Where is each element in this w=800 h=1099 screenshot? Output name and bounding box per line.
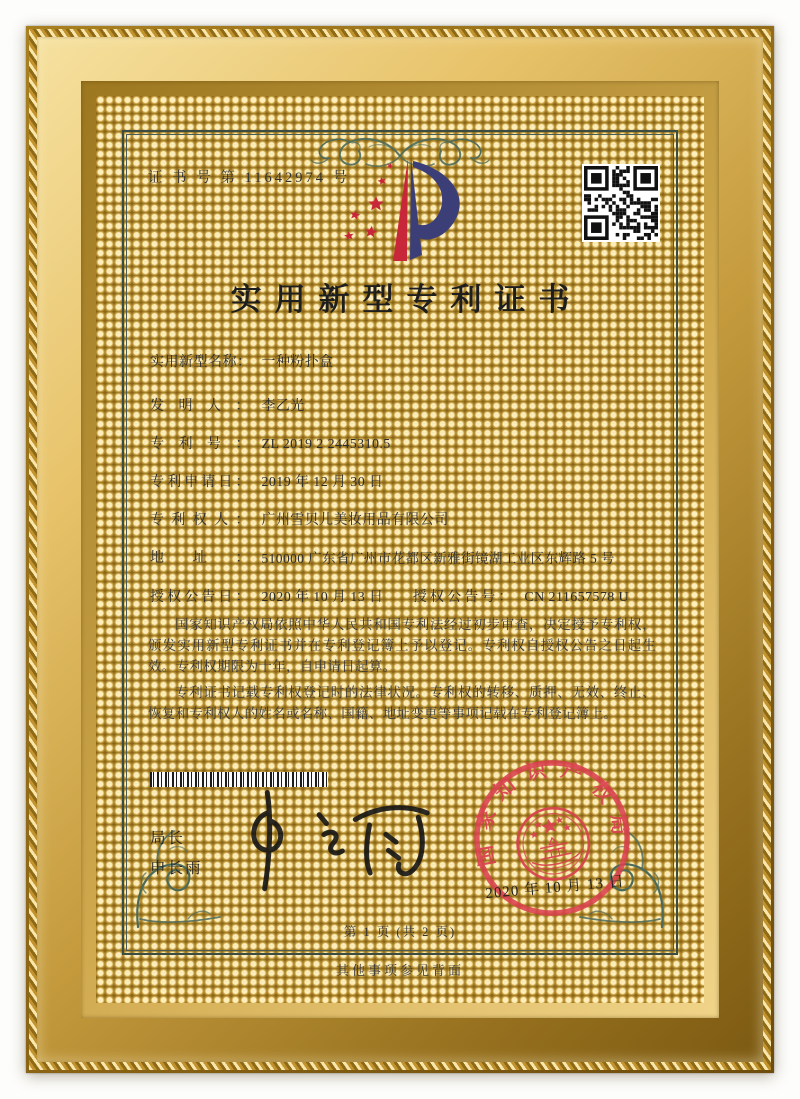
field-row [150, 396, 658, 417]
field-row [150, 434, 658, 455]
field-value: CN 211657578 U [524, 590, 630, 605]
field-label: 授权公告日： [150, 590, 250, 605]
field-row [150, 510, 658, 531]
page-indicator: 第 1 页 (共 2 页) [343, 925, 457, 939]
field-value: ZL 2019 2 2445310.5 [261, 437, 391, 452]
field-label: 实用新型名称： [150, 355, 252, 370]
director-name: 申长雨 [150, 860, 203, 877]
field-value: 广州雪贝儿美妆用品有限公司 [261, 513, 449, 528]
field-value: 一种粉扑盒 [261, 355, 334, 370]
director-title-label: 局长 [150, 830, 186, 847]
field-row [150, 472, 658, 493]
field-value: 510000 广东省广州市花都区新雅街镜湖工业区东辉路 5 号 [261, 551, 615, 566]
certificate-title: 实用新型专利证书 [230, 282, 583, 317]
back-note: 其他事项参见背面 [335, 963, 464, 978]
legal-paragraph: 国家知识产权局依照中华人民共和国专利法经过初步审查，决定授予专利权，颁发实用新型专利证书并在专利登记簿上予以登记。专利权自授权公告之日起生效。专利权期限为十年，自申请日起算。 [148, 617, 656, 674]
field-value: 李乙光 [261, 399, 305, 414]
certificate-paper [108, 108, 692, 991]
field-row [150, 352, 658, 373]
seal-date: 2020 年 10 月 13 日 [484, 873, 626, 903]
legal-text [148, 614, 656, 729]
legal-paragraph: 专利证书记载专利权登记时的法律状况。专利权的转移、质押、无效、终止、恢复和专利权人的姓名或名称、国籍、地址变更等事项记载在专利登记簿上。 [148, 685, 656, 721]
cnipa-logo-icon [330, 152, 470, 267]
signature-autograph [234, 776, 448, 903]
field-value: 2020 年 10 月 13 日 [261, 590, 384, 605]
certificate-fields [150, 352, 658, 625]
qr-code-icon [582, 164, 660, 242]
field-label: 专利号： [150, 437, 250, 452]
certificate-number: 证 书 号 第 11642974 号 [148, 170, 351, 186]
field-value: 2019 年 12 月 30 日 [261, 475, 384, 490]
seal-agency-text: 国家知识产权局 [472, 758, 632, 868]
field-row [150, 548, 658, 570]
field-label: 专利权人： [150, 513, 250, 528]
official-seal [452, 738, 651, 937]
field-label: 授权公告号： [412, 590, 513, 605]
field-row [150, 587, 658, 608]
director-block [150, 824, 203, 884]
field-label: 发明人： [150, 399, 250, 414]
field-label: 专利申请日： [150, 475, 250, 490]
field-label: 地址： [150, 551, 250, 566]
